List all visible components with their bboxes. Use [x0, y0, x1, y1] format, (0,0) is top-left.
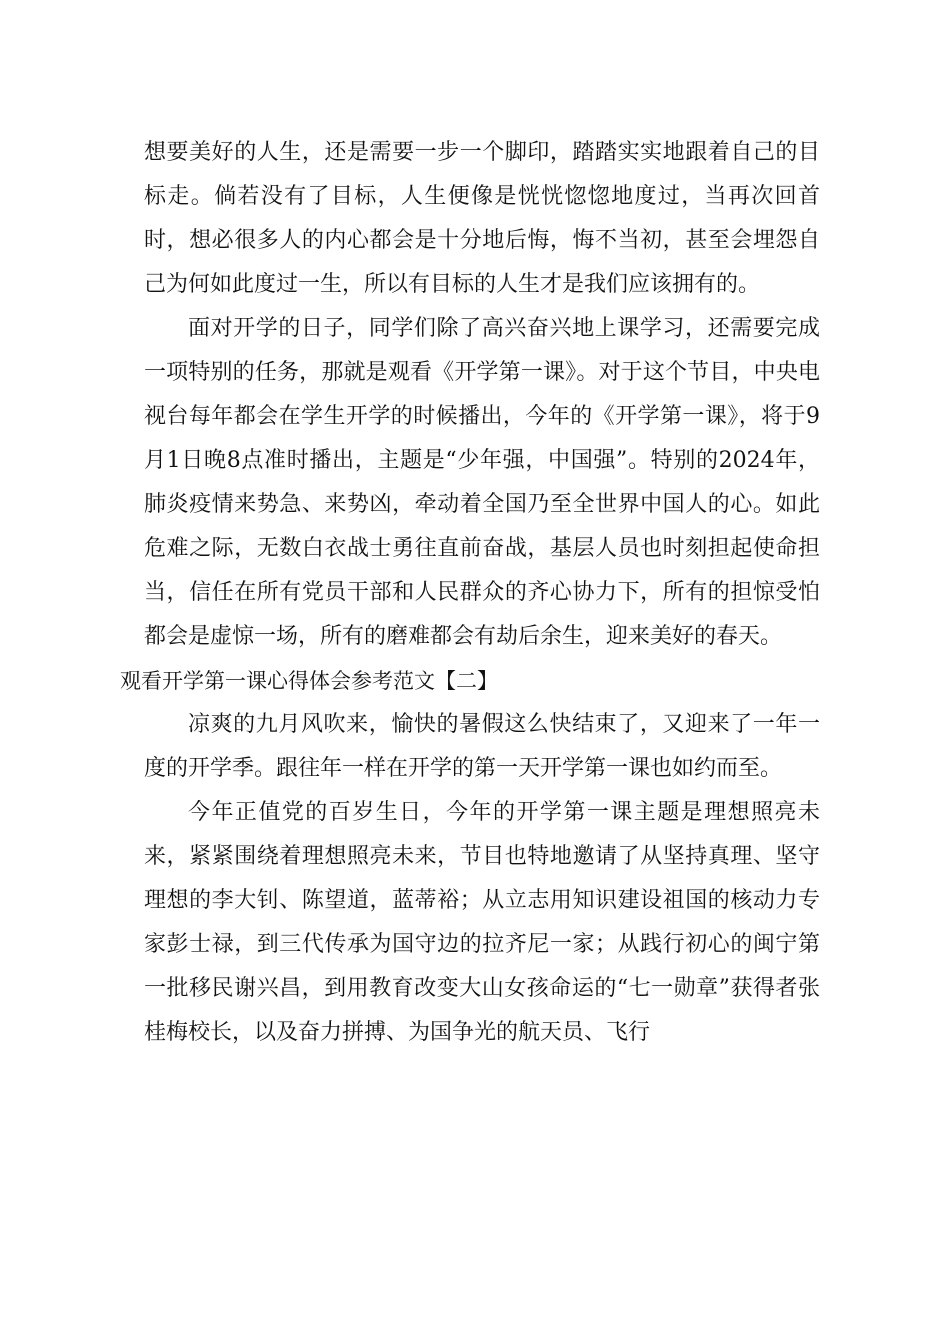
- paragraph-3: 凉爽的九月风吹来，愉快的暑假这么快结束了，又迎来了一年一度的开学季。跟往年一样在开学的第一天开学第一课也如约而至。: [144, 712, 820, 781]
- section-heading: 观看开学第一课心得体会参考范文【二】: [120, 669, 498, 693]
- paragraph-2: 面对开学的日子，同学们除了高兴奋兴地上课学习，还需要完成一项特别的任务，那就是观看《开学第一课》。对于这个节目，中央电视台每年都会在学生开学的时候播出，今年的《开学第一课》，将于9月1日晚8点准时播出，主题是“少年强，中国强”。特别的2024年，肺炎疫情来势急、来势凶，牵动着全国乃至全世界中国人的心。如此危难之际，无数白衣战士勇往直前奋战，基层人员也时刻担起使命担当，信任在所有党员干部和人民群众的齐心协力下，所有的担惊受怕都会是虚惊一场，所有的磨难都会有劫后余生，迎来美好的春天。: [144, 316, 820, 649]
- paragraph-4: 今年正值党的百岁生日，今年的开学第一课主题是理想照亮未来，紧紧围绕着理想照亮未来，节目也特地邀请了从坚持真理、坚守理想的李大钊、陈望道，蓝蒂裕；从立志用知识建设祖国的核动力专家彭士禄，到三代传承为国守边的拉齐尼一家；从践行初心的闽宁第一批移民谢兴昌，到用教育改变大山女孩命运的“七一勋章”获得者张桂梅校长，以及奋力拼搏、为国争光的航天员、飞行: [144, 800, 820, 1045]
- document-body: [120, 131, 820, 1055]
- paragraph-1: 想要美好的人生，还是需要一步一个脚印，踏踏实实地跟着自己的目标走。倘若没有了目标，人生便像是恍恍惚惚地度过，当再次回首时，想必很多人的内心都会是十分地后悔，悔不当初，甚至会埋怨自己为何如此度过一生，所以有目标的人生才是我们应该拥有的。: [144, 140, 820, 297]
